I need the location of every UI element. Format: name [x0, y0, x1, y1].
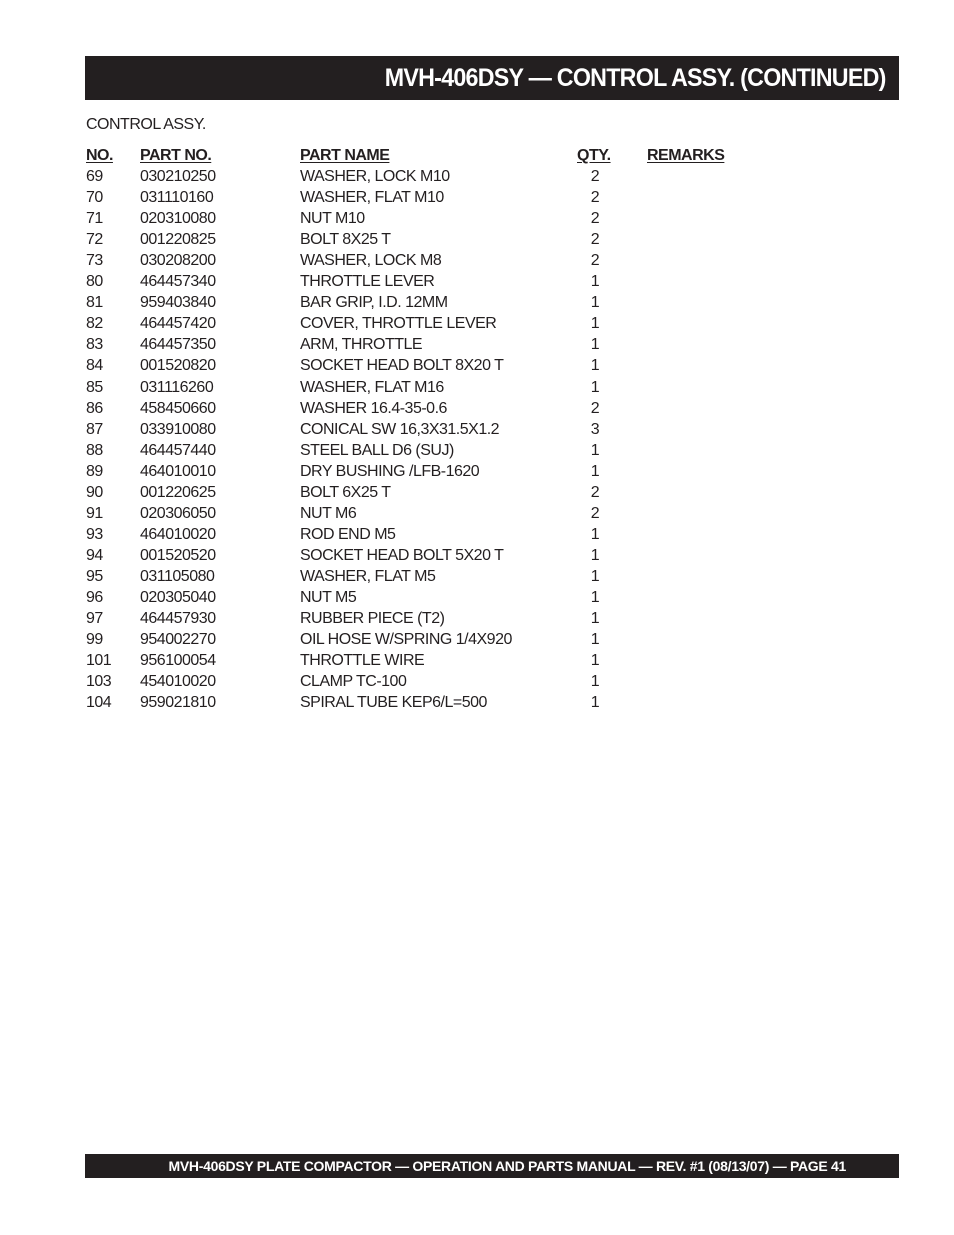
cell-no: 89: [86, 462, 103, 480]
cell-part-no: 464457350: [140, 336, 216, 354]
cell-part-no: 464457340: [140, 273, 216, 291]
cell-qty: 1: [590, 462, 600, 480]
cell-part-name: SOCKET HEAD BOLT 8X20 T: [300, 357, 504, 375]
cell-no: 86: [86, 399, 103, 417]
cell-part-no: 464010020: [140, 525, 216, 543]
cell-no: 99: [86, 631, 103, 649]
cell-part-no: 959403840: [140, 294, 216, 312]
cell-no: 83: [86, 336, 103, 354]
cell-qty: 1: [590, 610, 600, 628]
cell-no: 103: [86, 673, 112, 691]
cell-no: 104: [86, 694, 112, 712]
cell-qty: 1: [590, 357, 600, 375]
cell-qty: 1: [590, 694, 600, 712]
cell-part-name: CONICAL SW 16,3X31.5X1.2: [300, 420, 500, 438]
table-row: [86, 608, 786, 629]
cell-qty: 1: [590, 315, 600, 333]
cell-part-no: 001520520: [140, 546, 216, 564]
cell-no: 84: [86, 357, 103, 375]
column-header-part-name: PART NAME: [300, 147, 390, 164]
table-row: [86, 482, 786, 503]
cell-part-name: CLAMP TC-100: [300, 673, 407, 691]
cell-qty: 2: [590, 168, 600, 186]
cell-part-name: COVER, THROTTLE LEVER: [300, 315, 497, 333]
cell-part-no: 033910080: [140, 420, 216, 438]
parts-table: [86, 145, 786, 713]
cell-qty: 1: [590, 567, 600, 585]
cell-part-name: RUBBER PIECE (T2): [300, 610, 445, 628]
column-header-part-no: PART NO.: [140, 147, 212, 164]
cell-qty: 2: [590, 189, 600, 207]
cell-part-no: 031116260: [140, 378, 214, 396]
cell-no: 80: [86, 273, 103, 291]
cell-part-name: WASHER 16.4-35-0.6: [300, 399, 447, 417]
cell-no: 93: [86, 525, 103, 543]
table-row: [86, 355, 786, 376]
cell-part-no: 001520820: [140, 357, 216, 375]
cell-part-name: NUT M5: [300, 588, 357, 606]
cell-no: 101: [86, 652, 112, 670]
cell-part-name: ROD END M5: [300, 525, 396, 543]
cell-part-no: 458450660: [140, 399, 216, 417]
cell-part-name: DRY BUSHING /LFB-1620: [300, 462, 480, 480]
table-row: [86, 229, 786, 250]
table-body: [86, 166, 786, 713]
cell-part-name: NUT M6: [300, 504, 357, 522]
cell-no: 70: [86, 189, 103, 207]
cell-part-name: THROTTLE LEVER: [300, 273, 435, 291]
cell-no: 88: [86, 441, 103, 459]
table-row: [86, 524, 786, 545]
cell-part-no: 464457420: [140, 315, 216, 333]
cell-qty: 2: [590, 210, 600, 228]
cell-qty: 1: [590, 546, 600, 564]
cell-part-no: 020310080: [140, 210, 216, 228]
cell-no: 69: [86, 168, 103, 186]
table-row: [86, 377, 786, 398]
cell-part-name: SOCKET HEAD BOLT 5X20 T: [300, 546, 504, 564]
cell-part-no: 030210250: [140, 168, 216, 186]
cell-part-name: WASHER, FLAT M5: [300, 567, 436, 585]
table-row: [86, 334, 786, 355]
cell-qty: 1: [590, 525, 600, 543]
cell-qty: 1: [590, 588, 600, 606]
cell-no: 94: [86, 546, 103, 564]
cell-part-no: 464457440: [140, 441, 216, 459]
cell-qty: 1: [590, 378, 600, 396]
cell-part-no: 020305040: [140, 588, 216, 606]
table-row: [86, 398, 786, 419]
cell-no: 97: [86, 610, 103, 628]
table-row: [86, 545, 786, 566]
section-label: CONTROL ASSY.: [86, 116, 206, 133]
table-row: [86, 313, 786, 334]
cell-qty: 1: [590, 631, 600, 649]
cell-no: 71: [86, 210, 103, 228]
cell-part-name: STEEL BALL D6 (SUJ): [300, 441, 454, 459]
cell-no: 90: [86, 483, 103, 501]
cell-no: 95: [86, 567, 103, 585]
cell-no: 91: [86, 504, 103, 522]
table-row: [86, 587, 786, 608]
cell-part-no: 030208200: [140, 252, 216, 270]
cell-qty: 1: [590, 652, 600, 670]
table-row: [86, 187, 786, 208]
column-header-remarks: REMARKS: [647, 147, 725, 164]
cell-qty: 2: [590, 231, 600, 249]
page-title-bar: [85, 56, 899, 100]
footer-bar: [85, 1154, 899, 1178]
column-header-qty: QTY.: [577, 147, 611, 164]
table-row: [86, 292, 786, 313]
cell-part-name: WASHER, LOCK M10: [300, 168, 450, 186]
footer-text: MVH-406DSY PLATE COMPACTOR — OPERATION AND PARTS MANUAL — REV. #1 (08/13/07) — PAGE 41: [168, 1158, 846, 1174]
cell-qty: 1: [590, 273, 600, 291]
cell-no: 87: [86, 420, 103, 438]
cell-qty: 2: [590, 483, 600, 501]
cell-part-no: 454010020: [140, 673, 216, 691]
table-row: [86, 166, 786, 187]
cell-part-name: NUT M10: [300, 210, 365, 228]
table-row: [86, 250, 786, 271]
cell-part-no: 464010010: [140, 462, 216, 480]
table-row: [86, 419, 786, 440]
cell-part-name: WASHER, FLAT M16: [300, 378, 444, 396]
cell-qty: 1: [590, 294, 600, 312]
cell-part-no: 031105080: [140, 567, 215, 585]
table-row: [86, 671, 786, 692]
cell-no: 85: [86, 378, 103, 396]
cell-part-no: 464457930: [140, 610, 216, 628]
cell-part-name: OIL HOSE W/SPRING 1/4X920: [300, 631, 512, 649]
cell-part-no: 956100054: [140, 652, 216, 670]
table-row: [86, 629, 786, 650]
table-row: [86, 650, 786, 671]
cell-qty: 2: [590, 399, 600, 417]
table-header-row: [86, 145, 786, 166]
cell-qty: 1: [590, 336, 600, 354]
cell-part-no: 020306050: [140, 504, 216, 522]
cell-part-no: 001220625: [140, 483, 216, 501]
table-row: [86, 461, 786, 482]
cell-part-name: SPIRAL TUBE KEP6/L=500: [300, 694, 487, 712]
table-row: [86, 503, 786, 524]
cell-no: 81: [86, 294, 103, 312]
page-title: MVH-406DSY — CONTROL ASSY. (CONTINUED): [385, 63, 886, 92]
cell-qty: 2: [590, 504, 600, 522]
cell-part-no: 954002270: [140, 631, 216, 649]
table-row: [86, 271, 786, 292]
cell-part-no: 959021810: [140, 694, 216, 712]
cell-part-name: WASHER, LOCK M8: [300, 252, 442, 270]
table-row: [86, 208, 786, 229]
cell-part-name: BAR GRIP, I.D. 12MM: [300, 294, 448, 312]
cell-no: 72: [86, 231, 103, 249]
cell-qty: 3: [590, 420, 600, 438]
table-row: [86, 566, 786, 587]
table-row: [86, 692, 786, 713]
cell-no: 96: [86, 588, 103, 606]
cell-part-name: WASHER, FLAT M10: [300, 189, 444, 207]
cell-part-no: 031110160: [140, 189, 214, 207]
cell-part-no: 001220825: [140, 231, 216, 249]
cell-part-name: BOLT 6X25 T: [300, 483, 391, 501]
cell-no: 82: [86, 315, 103, 333]
column-header-no: NO.: [86, 147, 113, 164]
cell-part-name: ARM, THROTTLE: [300, 336, 423, 354]
cell-part-name: THROTTLE WIRE: [300, 652, 425, 670]
cell-qty: 2: [590, 252, 600, 270]
cell-no: 73: [86, 252, 103, 270]
cell-part-name: BOLT 8X25 T: [300, 231, 391, 249]
cell-qty: 1: [590, 673, 600, 691]
table-row: [86, 440, 786, 461]
cell-qty: 1: [590, 441, 600, 459]
